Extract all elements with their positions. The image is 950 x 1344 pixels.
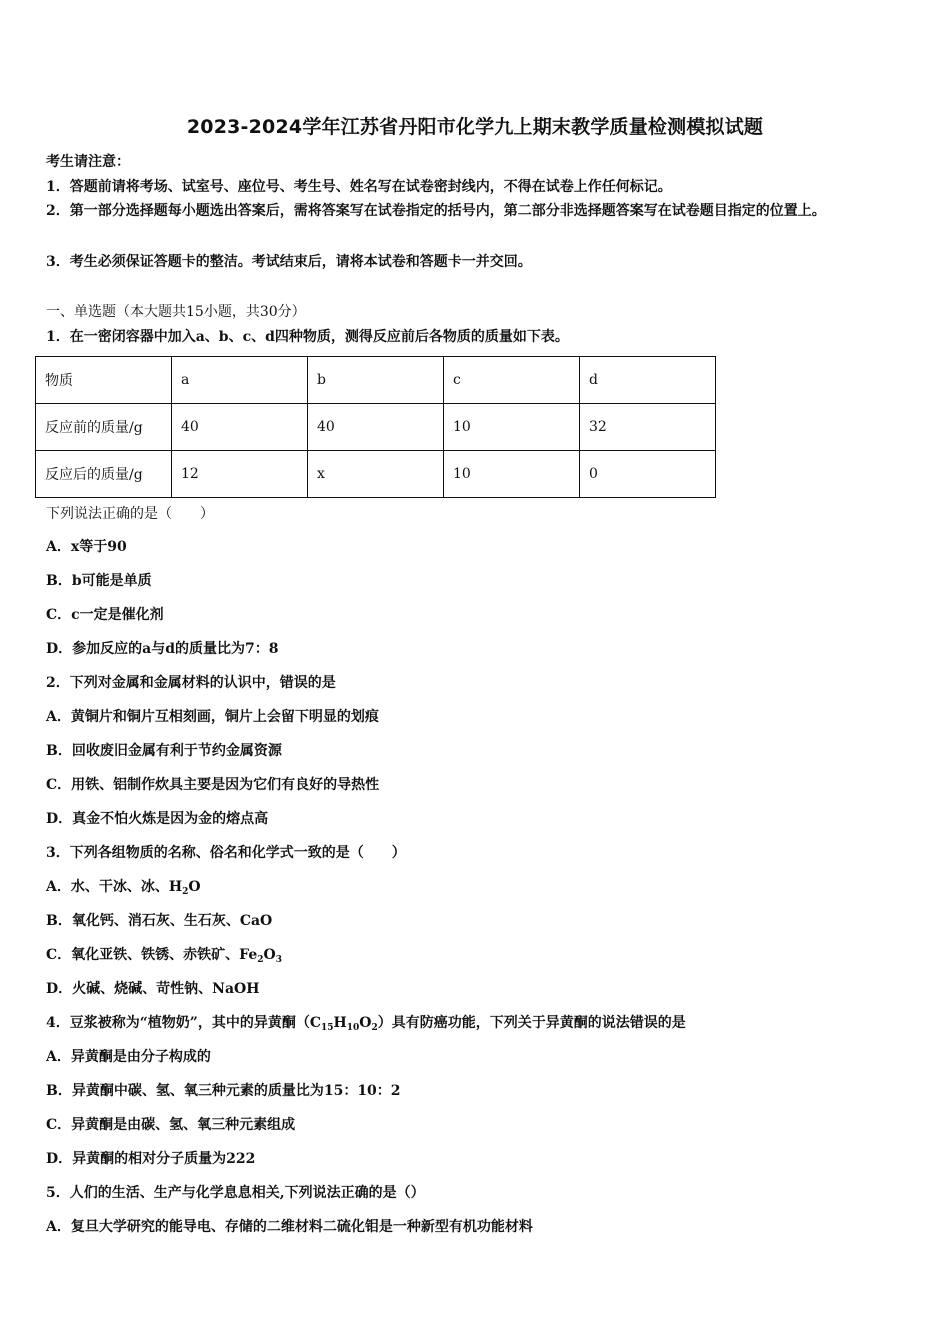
q5-option-a: A．复旦大学研究的能导电、存储的二维材料二硫化钼是一种新型有机功能材料 (46, 1219, 533, 1235)
q5-stem: 5．人们的生活、生产与化学息息相关,下列说法正确的是（） (46, 1185, 425, 1201)
notice-item-2: 2．第一部分选择题每小题选出答案后，需将答案写在试卷指定的括号内，第二部分非选择题答案写在试卷题目指定的位置上。 (46, 203, 826, 219)
q2-option-b: B．回收废旧金属有利于节约金属资源 (46, 743, 282, 759)
table-cell: 0 (580, 451, 716, 498)
table-cell: b (308, 357, 444, 404)
notice-heading: 考生请注意： (46, 154, 130, 170)
q1-option-c: C．c一定是催化剂 (46, 607, 164, 623)
q3-stem: 3．下列各组物质的名称、俗名和化学式一致的是（ ） (46, 845, 406, 861)
q1-stem: 1．在一密闭容器中加入a、b、c、d四种物质，测得反应前后各物质的质量如下表。 (46, 329, 569, 345)
table-cell: d (580, 357, 716, 404)
q4-option-c: C．异黄酮是由碳、氢、氧三种元素组成 (46, 1117, 296, 1133)
q1-table (35, 356, 716, 498)
table-cell: 10 (444, 404, 580, 451)
q4-option-d: D．异黄酮的相对分子质量为222 (46, 1151, 256, 1167)
q3-option-b: B．氧化钙、消石灰、生石灰、CaO (46, 913, 273, 929)
table-header-row (36, 357, 716, 404)
table-cell: c (444, 357, 580, 404)
notice-item-3: 3．考生必须保证答题卡的整洁。考试结束后，请将本试卷和答题卡一并交回。 (46, 254, 532, 270)
table-cell: a (172, 357, 308, 404)
q1-option-b: B．b可能是单质 (46, 573, 152, 589)
table-cell: 反应前的质量/g (36, 404, 172, 451)
table-cell: 12 (172, 451, 308, 498)
q1-option-d: D．参加反应的a与d的质量比为7：8 (46, 641, 279, 657)
q2-option-c: C．用铁、铝制作炊具主要是因为它们有良好的导热性 (46, 777, 380, 793)
table-row (36, 404, 716, 451)
section-heading: 一、单选题（本大题共15小题，共30分） (46, 304, 306, 320)
table-cell: 32 (580, 404, 716, 451)
q2-option-d: D．真金不怕火炼是因为金的熔点高 (46, 811, 269, 827)
table-cell: 40 (308, 404, 444, 451)
table-cell: 反应后的质量/g (36, 451, 172, 498)
q2-option-a: A．黄铜片和铜片互相刻画，铜片上会留下明显的划痕 (46, 709, 379, 725)
table-cell: 10 (444, 451, 580, 498)
q2-stem: 2．下列对金属和金属材料的认识中，错误的是 (46, 675, 336, 691)
q4-option-b: B．异黄酮中碳、氢、氧三种元素的质量比为15：10：2 (46, 1083, 401, 1099)
notice-item-1: 1．答题前请将考场、试室号、座位号、考生号、姓名写在试卷密封线内，不得在试卷上作任何标记。 (46, 179, 672, 195)
q1-prompt: 下列说法正确的是（ ） (46, 506, 214, 522)
table-cell: 物质 (36, 357, 172, 404)
q3-option-d: D．火碱、烧碱、苛性钠、NaOH (46, 981, 260, 997)
page-title: 2023-2024学年江苏省丹阳市化学九上期末教学质量检测模拟试题 (186, 116, 764, 138)
table-cell: x (308, 451, 444, 498)
q4-stem: 4．豆浆被称为“植物奶”，其中的异黄酮$(C_{15}H_{10}O_2)$具有防癌功能，下列关于异黄酮的说法错误的是 (46, 1015, 686, 1033)
table-row (36, 451, 716, 498)
q4-option-a: A．异黄酮是由分子构成的 (46, 1049, 211, 1065)
table-cell: 40 (172, 404, 308, 451)
q3-option-c: C．氧化亚铁、铁锈、赤铁矿、$Fe_2O_3$ (46, 947, 282, 965)
q3-option-a: A．水、干冰、冰、$H_2O$ (46, 879, 201, 897)
q1-option-a: A．x等于90 (46, 539, 127, 555)
